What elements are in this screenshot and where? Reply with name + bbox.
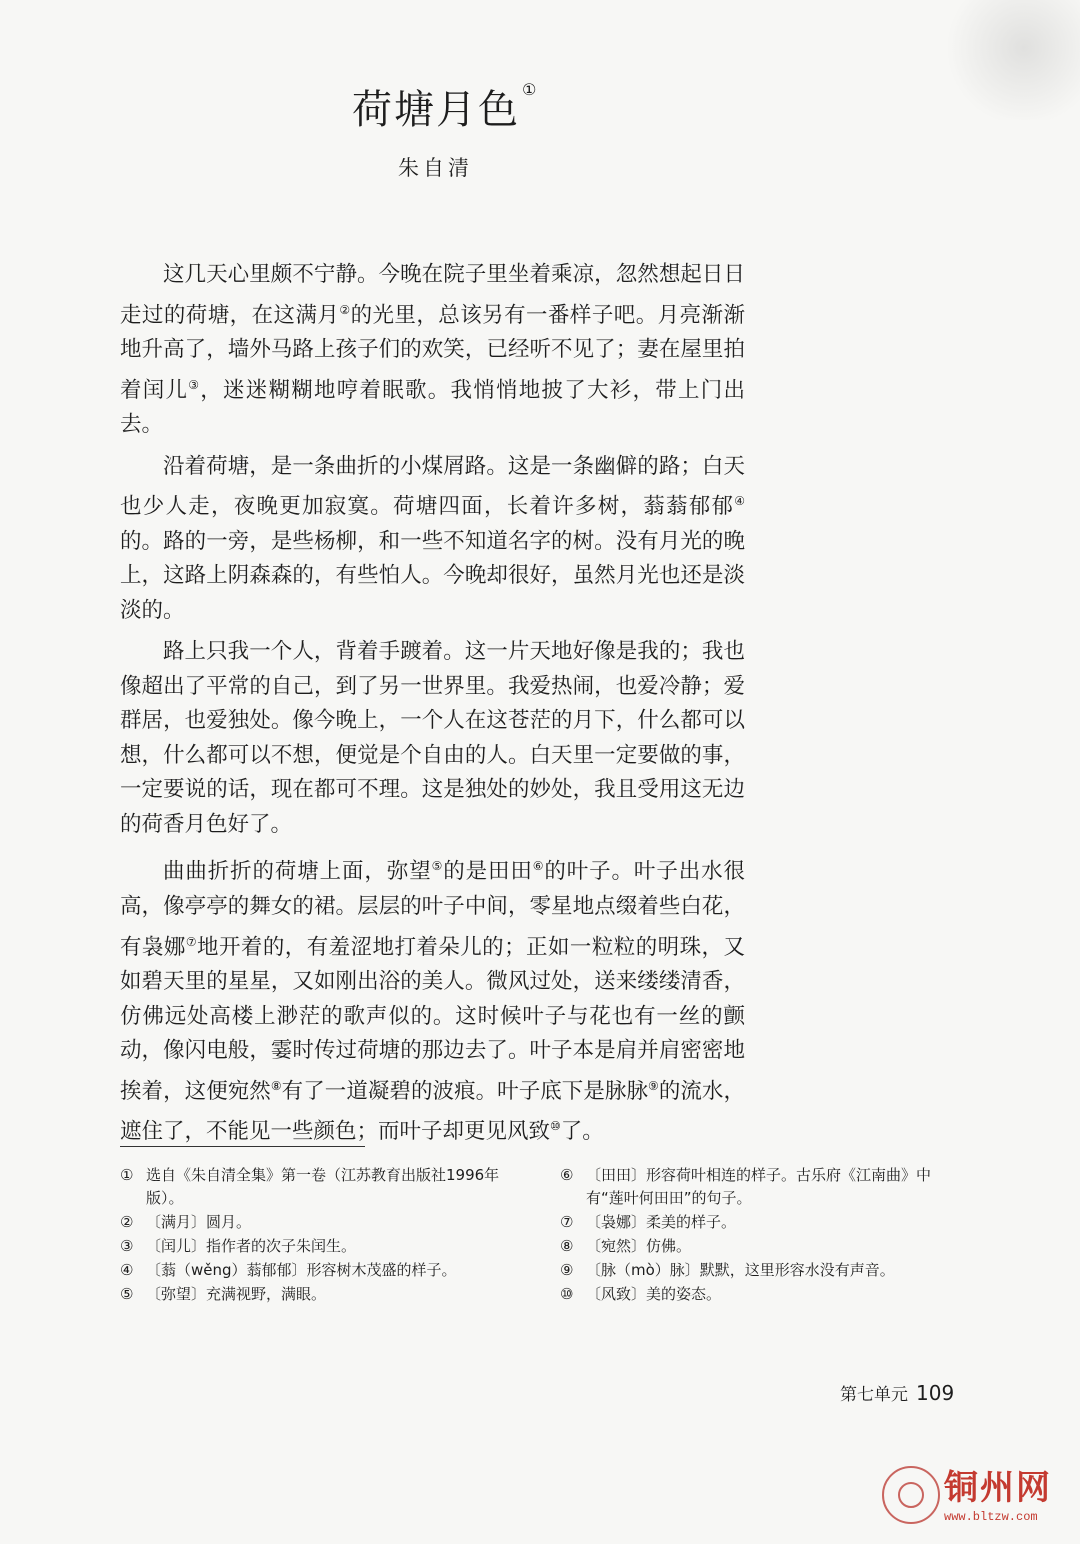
paragraph	[120, 635, 745, 842]
footnote-marker: ⑩	[550, 1119, 561, 1134]
footnote	[560, 1235, 960, 1258]
footnote-text: 〔风致〕美的姿态。	[586, 1285, 722, 1303]
footnote	[560, 1283, 960, 1306]
footnote-text: 选自《朱自清全集》第一卷（江苏教育出版社1996年版）。	[146, 1166, 500, 1207]
footnote-text: 〔满月〕圆月。	[146, 1213, 252, 1231]
footnote-text: 〔弥望〕充满视野，满眼。	[146, 1285, 327, 1303]
paragraph-text: ，迷迷糊糊地哼着眠歌。我悄悄地披了大衫，带上门出去。	[120, 377, 745, 438]
paragraph-text: 地开着的，有羞涩地打着朵儿的；正如一粒粒的明珠，又如碧天里的星星，又如刚出浴的美人。微风过处，送来缕缕清香，仿佛远处高楼上渺茫的歌声似的。这时候叶子与花也有一丝的颤动，像闪电般，霎时传过荷塘的那边去了。叶子本是肩并肩密密地挨着，这便宛然	[120, 934, 745, 1104]
footnote-text: 〔田田〕形容荷叶相连的样子。古乐府《江南曲》中有“莲叶何田田”的句子。	[586, 1166, 932, 1207]
paragraph-text: 路上只我一个人，背着手踱着。这一片天地好像是我的；我也像超出了平常的自己，到了另一世界里。我爱热闹，也爱冷静；爱群居，也爱独处。像今晚上，一个人在这苍茫的月下，什么都可以想，什么都可以不想，便觉是个自由的人。白天里一定要做的事，一定要说的话，现在都可不理。这是独处的妙处，我且受用这无边的荷香月色好了。	[120, 639, 745, 837]
footnote	[120, 1259, 510, 1282]
footnote-text: 〔宛然〕仿佛。	[586, 1237, 692, 1255]
footnote-number: ⑩	[560, 1285, 574, 1303]
page-title	[352, 78, 538, 135]
paragraph-text: 的光里，总该另有一番样子吧。月亮渐渐地升高了，墙外马路上孩子们的欢笑，已经听不见了；妻在屋里拍着闰儿	[120, 302, 745, 403]
paragraph-text: 的叶子。叶子出水很高，像亭亭的舞女的裙。层层的叶子中间，零星地点缀着些白花，有袅娜	[120, 859, 745, 960]
footnotes-left-column	[120, 1164, 510, 1307]
watermark-url: www.bltzw.com	[944, 1510, 1038, 1524]
footnote-text: 〔蓊（wěng）蓊郁郁〕形容树木茂盛的样子。	[146, 1261, 457, 1279]
footnote-number: ⑧	[560, 1237, 574, 1255]
footnote	[120, 1211, 510, 1234]
footnote-marker: ④	[734, 494, 745, 509]
footnote-number: ⑤	[120, 1285, 134, 1303]
watermark-seal-icon	[882, 1466, 940, 1524]
article-body	[120, 258, 745, 1157]
paragraph-text: 了。	[560, 1119, 604, 1145]
footnote-number: ⑥	[560, 1166, 574, 1184]
page-number: 109	[916, 1381, 955, 1405]
footnote	[560, 1211, 960, 1234]
footnotes-right-column	[560, 1164, 960, 1307]
site-watermark	[882, 1460, 1072, 1540]
footnote-number: ④	[120, 1261, 134, 1279]
author-name: 朱自清	[398, 156, 473, 180]
title-text: 荷塘月色	[352, 87, 520, 133]
footnote-text: 〔脉（mò）脉〕默默，这里形容水没有声音。	[586, 1261, 895, 1279]
footnote-divider	[120, 1146, 365, 1147]
paragraph	[120, 450, 745, 629]
paragraph-text: 的。路的一旁，是些杨柳，和一些不知道名字的树。没有月光的晚上，这路上阴森森的，有些怕人。今晚却很好，虽然月光也还是淡淡的。	[120, 528, 745, 623]
paragraph-text: 这几天心里颇不宁静。今晚在院子里坐着乘凉，忽然想起日日走过的荷塘，在这满月	[120, 262, 745, 328]
footnote	[560, 1259, 960, 1282]
paragraph-text: 的是田田	[443, 859, 533, 885]
footnote-marker: ⑧	[270, 1078, 282, 1093]
paragraph	[120, 849, 745, 1150]
unit-label: 第七单元	[840, 1385, 908, 1405]
paragraph-text: 有了一道凝碧的波痕。叶子底下是脉脉	[281, 1078, 649, 1104]
footnote	[120, 1164, 510, 1210]
footnote-marker: ⑤	[431, 859, 444, 874]
footnote-number: ③	[120, 1237, 134, 1255]
footnote-marker: ②	[339, 302, 351, 317]
footnote-marker: ③	[188, 377, 201, 392]
page-footer	[840, 1380, 954, 1405]
footnote-marker: ⑥	[532, 859, 545, 874]
footnote	[120, 1235, 510, 1258]
paragraph	[120, 258, 745, 443]
footnote-marker: ⑦	[185, 934, 198, 949]
paragraph-text: 沿着荷塘，是一条曲折的小煤屑路。这是一条幽僻的路；白天也少人走，夜晚更加寂寞。荷塘四面，长着许多树，蓊蓊郁郁	[120, 453, 745, 520]
footnote-number: ⑦	[560, 1213, 574, 1231]
footnote	[560, 1164, 960, 1210]
paragraph-text: 的流水，遮住了，不能见一些颜色；而叶子却更见风致	[120, 1078, 745, 1145]
footnote-text: 〔袅娜〕柔美的样子。	[586, 1213, 737, 1231]
footnote-text: 〔闰儿〕指作者的次子朱闰生。	[146, 1237, 357, 1255]
footnote-number: ⑨	[560, 1261, 574, 1279]
scan-speckle	[940, 0, 1080, 120]
footnote-number: ②	[120, 1213, 134, 1231]
footnote-number: ①	[120, 1166, 134, 1184]
footnote	[120, 1283, 510, 1306]
title-footnote-marker: ①	[522, 79, 539, 99]
watermark-name: 铜州网	[944, 1468, 1052, 1508]
paragraph-text: 曲曲折折的荷塘上面，弥望	[163, 859, 432, 885]
footnote-marker: ⑨	[648, 1078, 659, 1093]
